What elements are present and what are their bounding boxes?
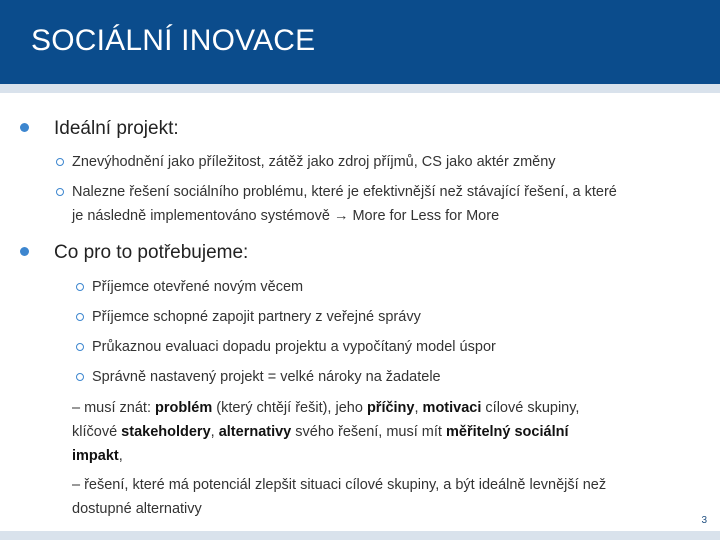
bullet-item bbox=[92, 275, 303, 300]
bullet-ring-icon bbox=[56, 158, 64, 166]
bullet-text: Průkaznou evaluaci dopadu projektu a vypočítaný model úspor bbox=[92, 339, 496, 355]
note-text: – musí znát: bbox=[72, 400, 156, 416]
section-heading-text: Ideální projekt: bbox=[54, 118, 179, 139]
note-text: svého řešení, musí mít bbox=[291, 424, 446, 440]
note-text: cílové skupiny, bbox=[481, 400, 580, 416]
section-heading-needs bbox=[54, 242, 248, 264]
slide-title: SOCIÁLNÍ INOVACE bbox=[31, 24, 316, 57]
note-text: , bbox=[118, 448, 123, 464]
note-bold: motivaci bbox=[422, 400, 482, 416]
note-text: , bbox=[210, 424, 219, 440]
note-line bbox=[72, 444, 672, 468]
bullet-icon bbox=[20, 247, 29, 256]
note-text: klíčové bbox=[72, 424, 122, 440]
bullet-ring-icon bbox=[56, 188, 64, 196]
bullet-text: Správně nastavený projekt = velké nároky na žadatele bbox=[92, 369, 441, 385]
bullet-ring-icon bbox=[76, 313, 84, 321]
bullet-text: Příjemce otevřené novým věcem bbox=[92, 279, 304, 295]
bullet-item-continuation bbox=[72, 204, 499, 229]
note-bold: problém bbox=[155, 400, 213, 416]
requirements-note bbox=[72, 396, 672, 468]
bullet-text: je následně implementováno systémově → More for Less for More bbox=[72, 208, 500, 224]
note-line: – řešení, které má potenciál zlepšit situaci cílové skupiny, a být ideálně levnější než bbox=[72, 477, 607, 493]
note-line: dostupné alternativy bbox=[72, 501, 202, 517]
bullet-item bbox=[72, 180, 617, 205]
bullet-text: Příjemce schopné zapojit partnery z veřejné správy bbox=[92, 309, 421, 325]
note-bold: příčiny bbox=[366, 400, 415, 416]
bullet-ring-icon bbox=[76, 343, 84, 351]
section-heading-ideal-project bbox=[54, 118, 179, 140]
note-text: (který chtějí řešit), jeho bbox=[212, 400, 367, 416]
footer-bar bbox=[0, 531, 720, 540]
section-heading-text: Co pro to potřebujeme: bbox=[54, 242, 249, 263]
bullet-ring-icon bbox=[76, 373, 84, 381]
page-number: 3 bbox=[701, 515, 707, 526]
note-line bbox=[72, 396, 672, 420]
bullet-item bbox=[92, 335, 496, 360]
bullet-ring-icon bbox=[76, 283, 84, 291]
solution-note bbox=[72, 473, 682, 521]
bullet-item bbox=[72, 150, 556, 175]
bullet-icon bbox=[20, 123, 29, 132]
bullet-text: Nalezne řešení sociálního problému, které je efektivnější než stávající řešení, a které bbox=[72, 184, 617, 200]
note-bold: impakt bbox=[72, 448, 119, 464]
note-line bbox=[72, 420, 672, 444]
header-divider bbox=[0, 84, 720, 93]
bullet-item bbox=[92, 305, 421, 330]
bullet-item bbox=[92, 365, 441, 390]
note-bold: alternativy bbox=[218, 424, 292, 440]
note-text: , bbox=[414, 400, 423, 416]
bullet-text: Znevýhodnění jako příležitost, zátěž jako zdroj příjmů, CS jako aktér změny bbox=[72, 154, 556, 170]
note-bold: měřitelný sociální bbox=[445, 424, 569, 440]
note-bold: stakeholdery bbox=[121, 424, 211, 440]
